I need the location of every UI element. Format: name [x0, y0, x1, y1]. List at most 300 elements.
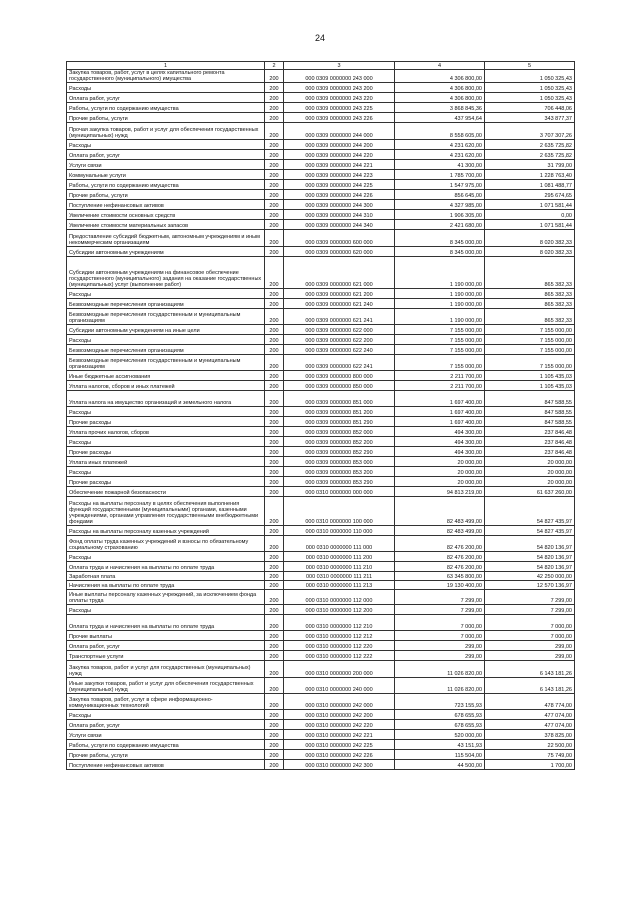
table-row	[67, 710, 575, 720]
row-code-cell: 200	[265, 299, 284, 309]
row-code-cell: 200	[265, 590, 284, 605]
column-header: 1	[67, 62, 265, 70]
table-row	[67, 661, 575, 678]
budget-code-cell: 000 0309 0000000 622 240	[284, 345, 395, 355]
row-code-cell: 200	[265, 427, 284, 437]
row-name-cell: Оплата работ, услуг	[67, 93, 265, 103]
row-name-cell: Уплата налогов, сборов и иных платежей	[67, 381, 265, 391]
approved-amount-cell: 678 655,93	[395, 710, 485, 720]
budget-code-cell: 000 0309 0000000 622 241	[284, 355, 395, 371]
budget-code-cell: 000 0310 0000000 112 210	[284, 615, 395, 631]
budget-code-cell: 000 0310 0000000 111 200	[284, 552, 395, 562]
budget-code-cell: 000 0310 0000000 242 220	[284, 720, 395, 730]
table-row	[67, 289, 575, 299]
row-code-cell: 200	[265, 457, 284, 467]
row-code-cell: 200	[265, 391, 284, 407]
table-row	[67, 740, 575, 750]
table-row	[67, 355, 575, 371]
budget-code-cell: 000 0309 0000000 244 000	[284, 123, 395, 140]
table-row	[67, 123, 575, 140]
row-name-cell: Субсидии автономным учреждениям на иные цели	[67, 325, 265, 335]
row-code-cell: 200	[265, 437, 284, 447]
row-name-cell: Иные закупки товаров, работ и услуг для обеспечения государственных (муниципальных) нужд	[67, 678, 265, 694]
budget-code-cell: 000 0309 0000000 853 290	[284, 477, 395, 487]
row-code-cell: 200	[265, 371, 284, 381]
table-row	[67, 590, 575, 605]
executed-amount-cell: 237 846,48	[485, 427, 575, 437]
executed-amount-cell: 1 071 581,44	[485, 200, 575, 210]
table-row	[67, 631, 575, 641]
row-name-cell: Прочие работы, услуги	[67, 190, 265, 200]
budget-code-cell: 000 0310 0000000 000 000	[284, 487, 395, 497]
row-code-cell: 200	[265, 190, 284, 200]
executed-amount-cell: 295 674,65	[485, 190, 575, 200]
row-name-cell: Прочие расходы	[67, 417, 265, 427]
executed-amount-cell: 31 799,00	[485, 160, 575, 170]
row-code-cell: 200	[265, 447, 284, 457]
row-name-cell: Фонд оплаты труда казенных учреждений и взносы по обязательному социальному страхованию	[67, 536, 265, 552]
row-code-cell: 200	[265, 572, 284, 581]
approved-amount-cell: 4 231 620,00	[395, 150, 485, 160]
executed-amount-cell: 847 588,55	[485, 407, 575, 417]
table-row	[67, 678, 575, 694]
executed-amount-cell: 237 846,48	[485, 447, 575, 457]
row-name-cell: Расходы	[67, 335, 265, 345]
approved-amount-cell: 2 211 700,00	[395, 381, 485, 391]
executed-amount-cell: 477 074,00	[485, 720, 575, 730]
table-row	[67, 526, 575, 536]
approved-amount-cell: 7 000,00	[395, 615, 485, 631]
approved-amount-cell: 1 190 000,00	[395, 289, 485, 299]
table-row	[67, 572, 575, 581]
row-code-cell: 200	[265, 257, 284, 289]
executed-amount-cell: 42 250 000,00	[485, 572, 575, 581]
row-code-cell: 200	[265, 710, 284, 720]
budget-code-cell: 000 0310 0000000 242 225	[284, 740, 395, 750]
budget-code-cell: 000 0309 0000000 244 220	[284, 150, 395, 160]
budget-code-cell: 000 0309 0000000 244 340	[284, 220, 395, 230]
table-row	[67, 447, 575, 457]
row-name-cell: Субсидии автономным учреждениям	[67, 247, 265, 257]
budget-code-cell: 000 0309 0000000 243 200	[284, 83, 395, 93]
table-row	[67, 309, 575, 325]
approved-amount-cell: 7 155 000,00	[395, 355, 485, 371]
table-row	[67, 140, 575, 150]
column-header: 5	[485, 62, 575, 70]
budget-code-cell: 000 0309 0000000 243 000	[284, 70, 395, 83]
executed-amount-cell: 1 071 581,44	[485, 220, 575, 230]
table-row	[67, 70, 575, 83]
table-row	[67, 694, 575, 710]
approved-amount-cell: 7 155 000,00	[395, 325, 485, 335]
row-code-cell: 200	[265, 103, 284, 113]
row-code-cell: 200	[265, 325, 284, 335]
table-row	[67, 407, 575, 417]
budget-code-cell: 000 0310 0000000 112 222	[284, 651, 395, 661]
budget-code-cell: 000 0310 0000000 112 000	[284, 590, 395, 605]
row-code-cell: 200	[265, 170, 284, 180]
table-row	[67, 417, 575, 427]
executed-amount-cell: 7 155 000,00	[485, 355, 575, 371]
table-row	[67, 257, 575, 289]
executed-amount-cell: 343 877,37	[485, 113, 575, 123]
row-code-cell: 200	[265, 552, 284, 562]
table-row	[67, 457, 575, 467]
budget-code-cell: 000 0309 0000000 620 000	[284, 247, 395, 257]
row-name-cell: Расходы	[67, 437, 265, 447]
approved-amount-cell: 4 327 985,00	[395, 200, 485, 210]
row-code-cell: 200	[265, 651, 284, 661]
table-row	[67, 605, 575, 615]
column-header: 3	[284, 62, 395, 70]
row-name-cell: Работы, услуги по содержанию имущества	[67, 740, 265, 750]
table-row	[67, 651, 575, 661]
row-code-cell: 200	[265, 123, 284, 140]
row-name-cell: Предоставление субсидий бюджетным, автономным учреждениям и иным некоммерческим организациям	[67, 230, 265, 247]
row-code-cell: 200	[265, 247, 284, 257]
table-row	[67, 325, 575, 335]
budget-code-cell: 000 0309 0000000 244 310	[284, 210, 395, 220]
approved-amount-cell: 7 299,00	[395, 590, 485, 605]
budget-code-cell: 000 0310 0000000 200 000	[284, 661, 395, 678]
approved-amount-cell: 82 483 499,00	[395, 497, 485, 526]
executed-amount-cell: 6 143 181,26	[485, 661, 575, 678]
row-name-cell: Расходы на выплаты персоналу казенных учреждений	[67, 526, 265, 536]
row-code-cell: 200	[265, 497, 284, 526]
approved-amount-cell: 2 211 700,00	[395, 371, 485, 381]
row-name-cell: Прочие работы, услуги	[67, 750, 265, 760]
approved-amount-cell: 1 190 000,00	[395, 257, 485, 289]
budget-code-cell: 000 0309 0000000 622 000	[284, 325, 395, 335]
executed-amount-cell: 1 050 325,43	[485, 93, 575, 103]
approved-amount-cell: 1 697 400,00	[395, 407, 485, 417]
approved-amount-cell: 2 421 680,00	[395, 220, 485, 230]
budget-code-cell: 000 0310 0000000 100 000	[284, 497, 395, 526]
executed-amount-cell: 54 820 136,97	[485, 552, 575, 562]
approved-amount-cell: 723 155,93	[395, 694, 485, 710]
budget-code-cell: 000 0310 0000000 240 000	[284, 678, 395, 694]
budget-code-cell: 000 0309 0000000 851 000	[284, 391, 395, 407]
row-name-cell: Увеличение стоимости основных средств	[67, 210, 265, 220]
row-name-cell: Субсидии автономным учреждениям на финансовое обеспечение государственного (муниципального) задания на оказание государственных (муниципальных) услуг (выполнение работ)	[67, 257, 265, 289]
approved-amount-cell: 44 500,00	[395, 760, 485, 770]
budget-code-cell: 000 0310 0000000 112 212	[284, 631, 395, 641]
table-row	[67, 615, 575, 631]
row-code-cell: 200	[265, 581, 284, 590]
row-code-cell: 200	[265, 289, 284, 299]
executed-amount-cell: 7 299,00	[485, 590, 575, 605]
executed-amount-cell: 7 000,00	[485, 631, 575, 641]
executed-amount-cell: 7 155 000,00	[485, 335, 575, 345]
table-row	[67, 103, 575, 113]
budget-code-cell: 000 0310 0000000 112 200	[284, 605, 395, 615]
approved-amount-cell: 4 231 620,00	[395, 140, 485, 150]
approved-amount-cell: 7 155 000,00	[395, 335, 485, 345]
budget-code-cell: 000 0309 0000000 850 000	[284, 381, 395, 391]
table-row	[67, 581, 575, 590]
table-row	[67, 210, 575, 220]
table-row	[67, 345, 575, 355]
row-code-cell: 200	[265, 562, 284, 572]
budget-code-cell: 000 0309 0000000 621 000	[284, 257, 395, 289]
approved-amount-cell: 19 130 400,00	[395, 581, 485, 590]
row-name-cell: Оплата труда и начисления на выплаты по оплате труда	[67, 562, 265, 572]
executed-amount-cell: 54 827 435,97	[485, 497, 575, 526]
row-name-cell: Закупка товаров, работ, услуг в целях капитального ремонта государственного (муниципального) имущества	[67, 70, 265, 83]
approved-amount-cell: 82 476 200,00	[395, 536, 485, 552]
table-row	[67, 562, 575, 572]
table-row	[67, 180, 575, 190]
row-code-cell: 200	[265, 140, 284, 150]
budget-code-cell: 000 0310 0000000 242 226	[284, 750, 395, 760]
row-name-cell: Увеличение стоимости материальных запасов	[67, 220, 265, 230]
approved-amount-cell: 8 345 000,00	[395, 247, 485, 257]
executed-amount-cell: 2 635 725,82	[485, 140, 575, 150]
approved-amount-cell: 11 026 820,00	[395, 678, 485, 694]
approved-amount-cell: 1 697 400,00	[395, 391, 485, 407]
budget-code-cell: 000 0309 0000000 622 200	[284, 335, 395, 345]
table-row	[67, 427, 575, 437]
row-code-cell: 200	[265, 720, 284, 730]
approved-amount-cell: 299,00	[395, 651, 485, 661]
row-name-cell: Закупка товаров, работ, услуг в сфере информационно-коммуникационных технологий	[67, 694, 265, 710]
row-name-cell: Расходы	[67, 289, 265, 299]
row-code-cell: 200	[265, 694, 284, 710]
row-code-cell: 200	[265, 200, 284, 210]
executed-amount-cell: 1 105 435,03	[485, 371, 575, 381]
executed-amount-cell: 378 825,00	[485, 730, 575, 740]
executed-amount-cell: 299,00	[485, 641, 575, 651]
budget-code-cell: 000 0309 0000000 244 221	[284, 160, 395, 170]
executed-amount-cell: 706 448,06	[485, 103, 575, 113]
row-code-cell: 200	[265, 487, 284, 497]
approved-amount-cell: 520 000,00	[395, 730, 485, 740]
approved-amount-cell: 43 151,93	[395, 740, 485, 750]
budget-code-cell: 000 0309 0000000 621 241	[284, 309, 395, 325]
executed-amount-cell: 54 820 136,97	[485, 536, 575, 552]
budget-code-cell: 000 0309 0000000 244 300	[284, 200, 395, 210]
row-name-cell: Расходы	[67, 605, 265, 615]
budget-code-cell: 000 0310 0000000 242 200	[284, 710, 395, 720]
approved-amount-cell: 4 306 800,00	[395, 93, 485, 103]
table-header-row	[67, 62, 575, 70]
table-row	[67, 750, 575, 760]
table-row	[67, 730, 575, 740]
row-code-cell: 200	[265, 210, 284, 220]
table-row	[67, 720, 575, 730]
row-name-cell: Расходы	[67, 407, 265, 417]
table-row	[67, 230, 575, 247]
executed-amount-cell: 7 299,00	[485, 605, 575, 615]
budget-code-cell: 000 0309 0000000 244 226	[284, 190, 395, 200]
executed-amount-cell: 1 081 488,77	[485, 180, 575, 190]
budget-code-cell: 000 0310 0000000 111 000	[284, 536, 395, 552]
approved-amount-cell: 299,00	[395, 641, 485, 651]
row-name-cell: Иные бюджетные ассигнования	[67, 371, 265, 381]
row-name-cell: Безвозмездные перечисления государственным и муниципальным организациям	[67, 355, 265, 371]
row-name-cell: Услуги связи	[67, 730, 265, 740]
approved-amount-cell: 8 345 000,00	[395, 230, 485, 247]
budget-code-cell: 000 0310 0000000 242 300	[284, 760, 395, 770]
row-code-cell: 200	[265, 355, 284, 371]
approved-amount-cell: 20 000,00	[395, 467, 485, 477]
budget-code-cell: 000 0310 0000000 242 000	[284, 694, 395, 710]
executed-amount-cell: 3 707 307,26	[485, 123, 575, 140]
budget-code-cell: 000 0309 0000000 243 225	[284, 103, 395, 113]
budget-code-cell: 000 0309 0000000 852 000	[284, 427, 395, 437]
budget-code-cell: 000 0310 0000000 110 000	[284, 526, 395, 536]
row-name-cell: Прочие выплаты	[67, 631, 265, 641]
budget-code-cell: 000 0309 0000000 851 290	[284, 417, 395, 427]
row-name-cell: Расходы	[67, 83, 265, 93]
table-row	[67, 477, 575, 487]
row-name-cell: Расходы	[67, 467, 265, 477]
budget-code-cell: 000 0310 0000000 111 211	[284, 572, 395, 581]
row-name-cell: Услуги связи	[67, 160, 265, 170]
approved-amount-cell: 494 300,00	[395, 447, 485, 457]
approved-amount-cell: 7 155 000,00	[395, 345, 485, 355]
executed-amount-cell: 12 570 136,97	[485, 581, 575, 590]
page-number: 24	[314, 33, 325, 43]
budget-code-cell: 000 0309 0000000 852 290	[284, 447, 395, 457]
executed-amount-cell: 299,00	[485, 651, 575, 661]
budget-code-cell: 000 0309 0000000 621 200	[284, 289, 395, 299]
row-code-cell: 200	[265, 750, 284, 760]
approved-amount-cell: 7 299,00	[395, 605, 485, 615]
row-code-cell: 200	[265, 381, 284, 391]
column-header: 2	[265, 62, 284, 70]
executed-amount-cell: 865 382,33	[485, 299, 575, 309]
executed-amount-cell: 7 000,00	[485, 615, 575, 631]
row-name-cell: Уплата налога на имущество организаций и земельного налога	[67, 391, 265, 407]
budget-code-cell: 000 0309 0000000 852 200	[284, 437, 395, 447]
row-name-cell: Прочие работы, услуги	[67, 113, 265, 123]
approved-amount-cell: 94 813 219,00	[395, 487, 485, 497]
row-code-cell: 200	[265, 335, 284, 345]
approved-amount-cell: 20 000,00	[395, 457, 485, 467]
table-row	[67, 335, 575, 345]
executed-amount-cell: 20 000,00	[485, 477, 575, 487]
table-row	[67, 93, 575, 103]
row-code-cell: 200	[265, 417, 284, 427]
row-code-cell: 200	[265, 309, 284, 325]
executed-amount-cell: 865 382,33	[485, 289, 575, 299]
row-name-cell: Поступление нефинансовых активов	[67, 200, 265, 210]
executed-amount-cell: 2 635 725,82	[485, 150, 575, 160]
row-code-cell: 200	[265, 740, 284, 750]
approved-amount-cell: 8 558 605,00	[395, 123, 485, 140]
table-row	[67, 113, 575, 123]
table-row	[67, 536, 575, 552]
row-name-cell: Оплата труда и начисления на выплаты по оплате труда	[67, 615, 265, 631]
row-code-cell: 200	[265, 220, 284, 230]
row-code-cell: 200	[265, 477, 284, 487]
budget-code-cell: 000 0309 0000000 621 240	[284, 299, 395, 309]
row-name-cell: Прочие расходы	[67, 447, 265, 457]
row-name-cell: Работы, услуги по содержанию имущества	[67, 103, 265, 113]
row-name-cell: Транспортные услуги	[67, 651, 265, 661]
row-code-cell: 200	[265, 113, 284, 123]
approved-amount-cell: 63 345 800,00	[395, 572, 485, 581]
budget-code-cell: 000 0310 0000000 112 220	[284, 641, 395, 651]
row-name-cell: Расходы	[67, 552, 265, 562]
executed-amount-cell: 54 827 435,97	[485, 526, 575, 536]
approved-amount-cell: 1 190 000,00	[395, 309, 485, 325]
approved-amount-cell: 7 000,00	[395, 631, 485, 641]
approved-amount-cell: 1 547 975,00	[395, 180, 485, 190]
row-name-cell: Обеспечение пожарной безопасности	[67, 487, 265, 497]
row-code-cell: 200	[265, 615, 284, 631]
row-name-cell: Поступление нефинансовых активов	[67, 760, 265, 770]
table-row	[67, 552, 575, 562]
table-row	[67, 150, 575, 160]
budget-code-cell: 000 0309 0000000 853 000	[284, 457, 395, 467]
row-code-cell: 200	[265, 536, 284, 552]
table-row	[67, 160, 575, 170]
table-row	[67, 247, 575, 257]
row-name-cell: Уплата иных платежей	[67, 457, 265, 467]
executed-amount-cell: 865 382,33	[485, 257, 575, 289]
row-name-cell: Расходы	[67, 140, 265, 150]
executed-amount-cell: 847 588,55	[485, 391, 575, 407]
row-name-cell: Прочая закупка товаров, работ и услуг для обеспечения государственных (муниципальных) нужд	[67, 123, 265, 140]
table-row	[67, 497, 575, 526]
row-name-cell: Оплата работ, услуг	[67, 720, 265, 730]
executed-amount-cell: 7 155 000,00	[485, 325, 575, 335]
executed-amount-cell: 8 020 382,33	[485, 230, 575, 247]
approved-amount-cell: 115 504,00	[395, 750, 485, 760]
budget-code-cell: 000 0309 0000000 800 000	[284, 371, 395, 381]
approved-amount-cell: 20 000,00	[395, 477, 485, 487]
row-code-cell: 200	[265, 150, 284, 160]
budget-code-cell: 000 0309 0000000 244 200	[284, 140, 395, 150]
row-name-cell: Работы, услуги по содержанию имущества	[67, 180, 265, 190]
executed-amount-cell: 1 050 325,43	[485, 83, 575, 93]
table-row	[67, 381, 575, 391]
approved-amount-cell: 3 868 845,36	[395, 103, 485, 113]
row-name-cell: Расходы на выплаты персоналу в целях обеспечения выполнения функций государственными (муниципальными) органами, казенными учреждениями, органами управления государственными внебюджетными фондами	[67, 497, 265, 526]
approved-amount-cell: 494 300,00	[395, 437, 485, 447]
row-name-cell: Закупка товаров, работ и услуг для государственных (муниципальных) нужд	[67, 661, 265, 678]
table-row	[67, 760, 575, 770]
table-row	[67, 220, 575, 230]
executed-amount-cell: 1 105 435,03	[485, 381, 575, 391]
row-name-cell: Прочие расходы	[67, 477, 265, 487]
approved-amount-cell: 678 655,93	[395, 720, 485, 730]
row-code-cell: 200	[265, 70, 284, 83]
approved-amount-cell: 1 190 000,00	[395, 299, 485, 309]
executed-amount-cell: 847 588,55	[485, 417, 575, 427]
executed-amount-cell: 75 749,00	[485, 750, 575, 760]
table-row	[67, 371, 575, 381]
row-code-cell: 200	[265, 160, 284, 170]
row-name-cell: Безвозмездные перечисления государственным и муниципальным организациям	[67, 309, 265, 325]
row-code-cell: 200	[265, 760, 284, 770]
budget-code-cell: 000 0310 0000000 111 210	[284, 562, 395, 572]
budget-code-cell: 000 0310 0000000 111 213	[284, 581, 395, 590]
row-code-cell: 200	[265, 93, 284, 103]
row-name-cell: Иные выплаты персоналу казенных учреждений, за исключением фонда оплаты труда	[67, 590, 265, 605]
approved-amount-cell: 82 476 200,00	[395, 562, 485, 572]
row-code-cell: 200	[265, 467, 284, 477]
approved-amount-cell: 11 026 820,00	[395, 661, 485, 678]
table-row	[67, 190, 575, 200]
row-name-cell: Безвозмездные перечисления организациям	[67, 345, 265, 355]
row-code-cell: 200	[265, 661, 284, 678]
budget-code-cell: 000 0309 0000000 243 220	[284, 93, 395, 103]
approved-amount-cell: 1 697 400,00	[395, 417, 485, 427]
approved-amount-cell: 856 645,00	[395, 190, 485, 200]
